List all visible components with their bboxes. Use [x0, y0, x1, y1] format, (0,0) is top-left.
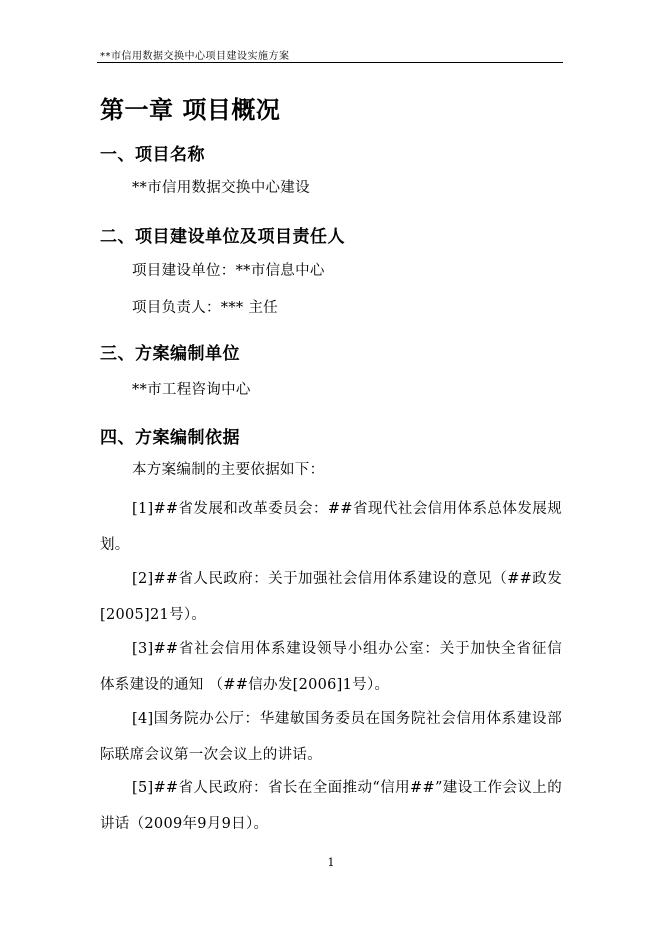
page-number: 1: [327, 856, 335, 869]
reference-item: [2]##省人民政府：关于加强社会信用体系建设的意见（##政发[2005]21号）。: [100, 571, 562, 623]
section-title-project-name: 一、项目名称: [100, 145, 205, 165]
paragraph: 项目建设单位：**市信息中心: [132, 263, 325, 279]
reference-item: [3]##省社会信用体系建设领导小组办公室：关于加快全省征信体系建设的通知 （##信办发[2006]1号）。: [100, 641, 562, 693]
reference-item: [1]##省发展和改革委员会：##省现代社会信用体系总体发展规划。: [100, 501, 562, 553]
section-title-builder: 二、项目建设单位及项目责任人: [100, 227, 345, 247]
paragraph: 本方案编制的主要依据如下：: [132, 462, 325, 478]
reference-item: [5]##省人民政府：省长在全面推动“信用##”建设工作会议上的讲话（2009年9月9日）。: [100, 780, 562, 832]
paragraph: 项目负责人：*** 主任: [132, 300, 278, 316]
paragraph: **市信用数据交换中心建设: [132, 180, 310, 196]
section-title-basis: 四、方案编制依据: [100, 428, 240, 448]
paragraph: **市工程咨询中心: [132, 382, 251, 398]
reference-item: [4]国务院办公厅：华建敏国务委员在国务院社会信用体系建设部际联席会议第一次会议上的讲话。: [100, 711, 562, 763]
header-rule: [97, 62, 563, 63]
section-title-compiler: 三、方案编制单位: [100, 344, 240, 364]
chapter-title: 第一章 项目概况: [100, 95, 281, 124]
running-header: **市信用数据交换中心项目建设实施方案: [100, 51, 290, 62]
